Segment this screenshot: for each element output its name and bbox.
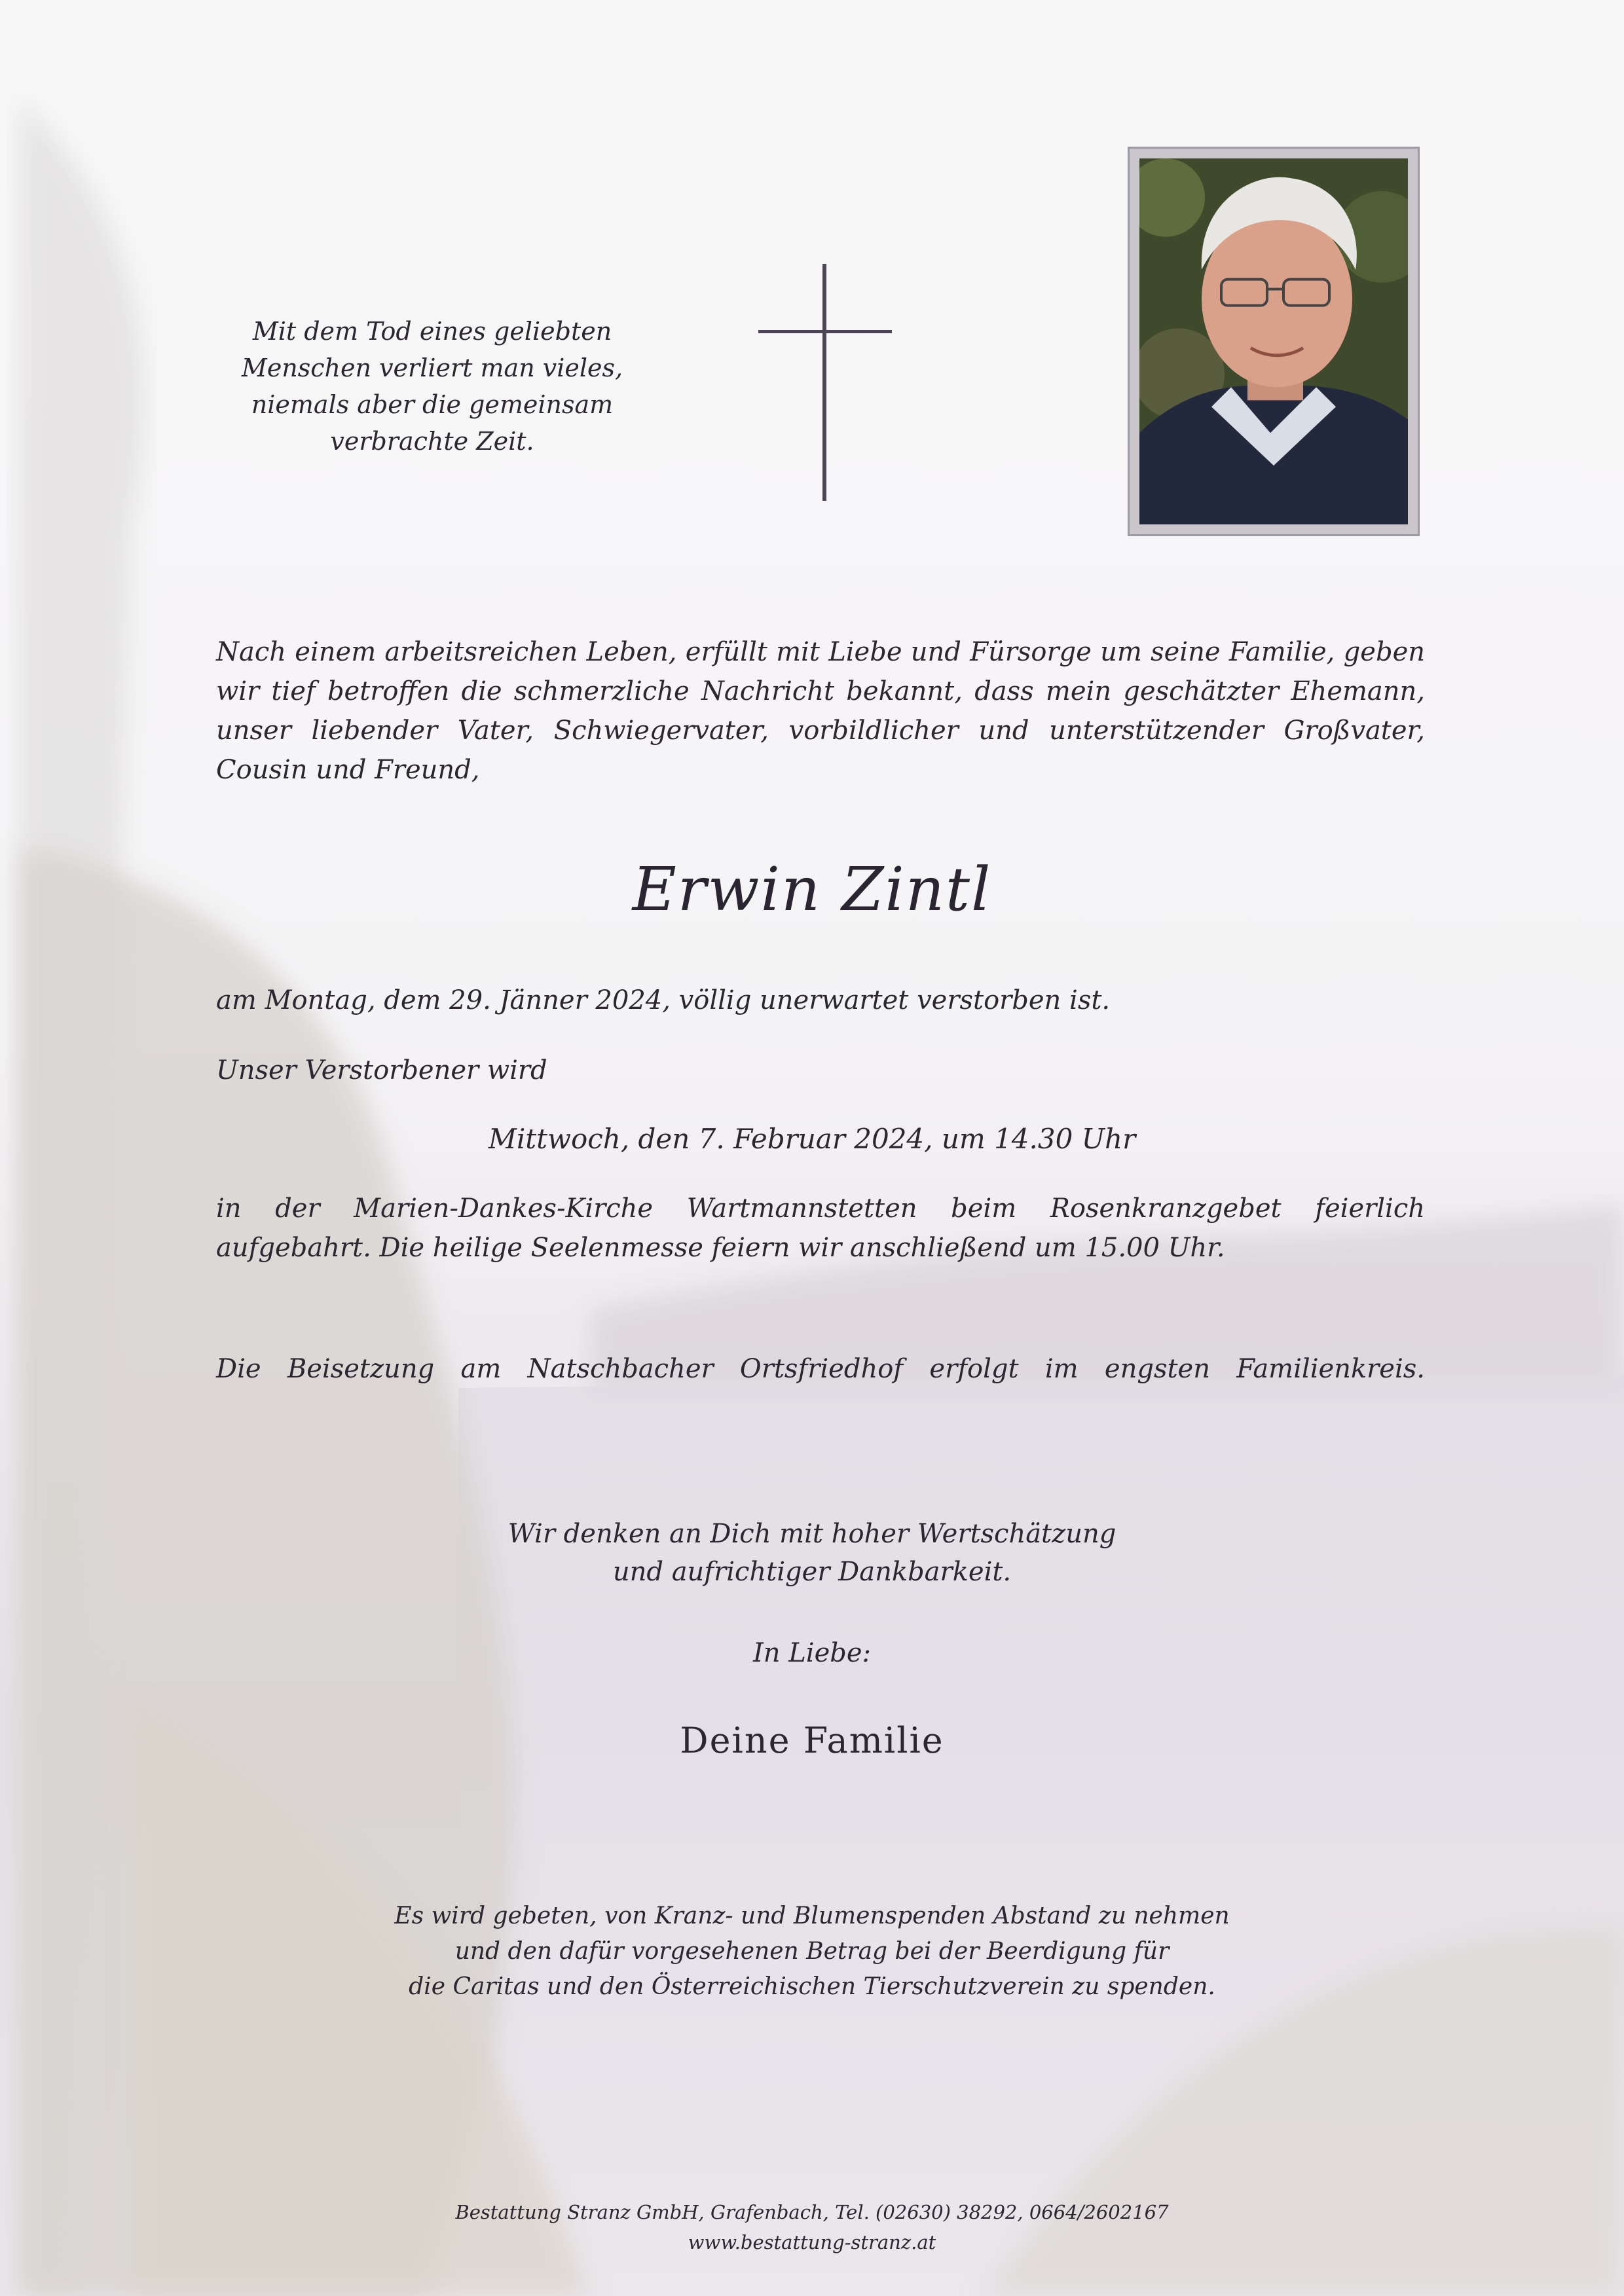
quote-line: verbrachte Zeit. [330, 427, 534, 456]
request-line: die Caritas und den Österreichischen Tierschutzverein zu spenden. [409, 1973, 1215, 2000]
closing-line: Wir denken an Dich mit hoher Wertschätzung [507, 1519, 1116, 1549]
footer [0, 2197, 1624, 2257]
footer-website: www.bestattung-stranz.at [688, 2231, 936, 2253]
portrait-photo [1128, 147, 1420, 536]
donation-request [0, 1899, 1624, 2005]
closing-line: und aufrichtiger Dankbarkeit. [612, 1557, 1012, 1587]
intro-paragraph: Nach einem arbeitsreichen Leben, erfüllt mit Liebe und Fürsorge um seine Familie, geben wir tief betroffen die schmerzliche Nachricht bekannt, dass mein geschätzter Ehemann, unser liebender Vater, Schwiegervater, vorbildlicher und unterstützender Großvater, Cousin und Freund, [216, 637, 1425, 785]
request-line: Es wird gebeten, von Kranz- und Blumenspenden Abstand zu nehmen [394, 1903, 1230, 1929]
quote-line: Mit dem Tod eines geliebten [252, 317, 612, 346]
quote-line: Menschen verliert man vieles, [241, 354, 623, 382]
family-signature: Deine Familie [680, 1720, 944, 1761]
deceased-name: Erwin Zintl [632, 854, 992, 924]
request-line: und den dafür vorgesehenen Betrag bei der Beerdigung für [454, 1938, 1170, 1965]
closing-text [0, 1515, 1624, 1591]
church-paragraph: in der Marien-Dankes-Kirche Wartmannstetten beim Rosenkranzgebet feierlich aufgebahrt. Die heilige Seelenmesse feiern wir anschließend um 15.00 Uhr. [216, 1194, 1425, 1263]
portrait-image [1139, 158, 1408, 524]
footer-company: Bestattung Stranz GmbH, Grafenbach, Tel. (02630) 38292, 0664/2602167 [455, 2201, 1169, 2223]
death-line: am Montag, dem 29. Jänner 2024, völlig unerwartet verstorben ist. [216, 985, 1111, 1015]
quote-line: niemals aber die gemeinsam [251, 390, 614, 419]
burial-text: Die Beisetzung am Natschbacher Ortsfriedhof erfolgt im engsten Familienkreis. [216, 1354, 1425, 1384]
cross-icon-bar [758, 330, 892, 333]
lying-in-state-intro: Unser Verstorbener wird [216, 1055, 547, 1085]
in-love-text: In Liebe: [752, 1638, 872, 1668]
cross-icon [822, 264, 826, 501]
service-date-time: Mittwoch, den 7. Februar 2024, um 14.30 Uhr [488, 1123, 1136, 1155]
quote [196, 313, 668, 460]
